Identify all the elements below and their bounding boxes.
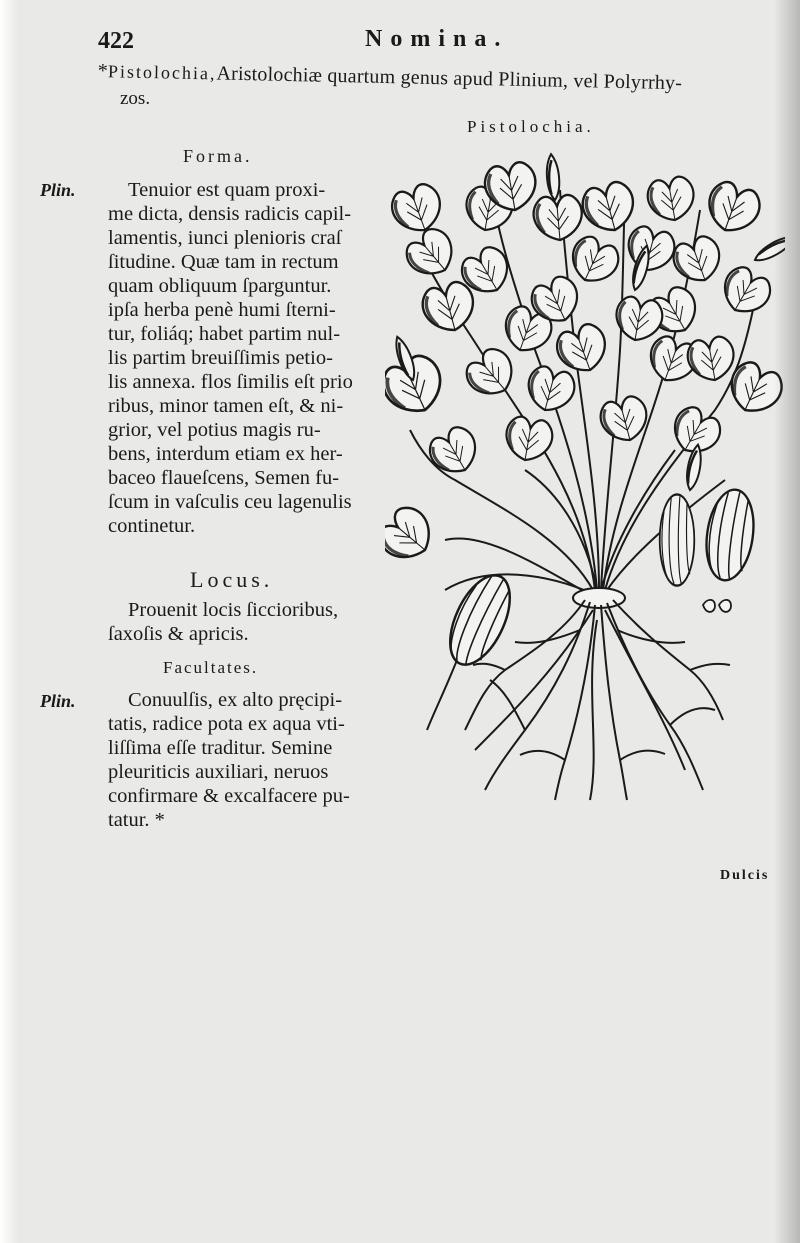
headline-term: Pistolochia, (107, 61, 217, 84)
text-line: ribus, minor tamen eſt, & ni- (108, 395, 344, 417)
section-heading-facultates: Facultates. (163, 658, 259, 677)
text-line: Prouenit locis ſiccioribus, (128, 599, 339, 621)
margin-note-plin-facultates: Plin. (40, 691, 76, 711)
forma-paragraph (108, 178, 353, 538)
pistolochia-woodcut-illustration (385, 150, 785, 810)
text-line: tatis, radice pota ex aqua vti- (108, 713, 345, 735)
text-line: baceo flaueſcens, Semen fu- (108, 467, 340, 489)
text-line: ſitudine. Quæ tam in rectum (108, 251, 339, 273)
headline-definition: Aristolochiæ quartum genus apud Plinium, vel Polyrrhy- (216, 62, 683, 95)
text-line: tatur. * (108, 809, 165, 831)
text-line: pleuriticis auxiliari, neruos (108, 761, 329, 783)
entry-headline (98, 60, 683, 95)
text-line: Conuulſis, ex alto pręcipi- (128, 689, 343, 711)
text-line: Tenuior est quam proxi- (128, 179, 326, 201)
running-head: Nomina. (365, 26, 509, 52)
facultates-paragraph (108, 688, 350, 832)
text-line: me dicta, densis radicis capil- (108, 203, 352, 225)
section-heading-forma: Forma. (183, 146, 253, 166)
plate-caption: Pistolochia. (467, 117, 595, 136)
text-line: continetur. (108, 515, 196, 537)
text-line: bens, interdum etiam ex her- (108, 443, 343, 465)
text-line: lis annexa. flos ſimilis eſt prio (108, 371, 353, 393)
locus-paragraph (108, 598, 338, 646)
text-line: ſaxoſis & apricis. (108, 623, 249, 645)
headline-continuation: zos. (120, 88, 151, 109)
text-line: confirmare & excalfacere pu- (108, 785, 350, 807)
text-line: lis partim breuiſſimis petio- (108, 347, 333, 369)
text-line: ipſa herba penè humi ſterni- (108, 299, 336, 321)
text-line: grior, vel potius magis ru- (108, 419, 321, 441)
headline-asterisk: * (97, 60, 109, 83)
catchword: Dulcis (720, 868, 770, 883)
text-line: lamentis, iunci plenioris craſ (108, 227, 342, 249)
margin-note-plin-forma: Plin. (40, 180, 76, 200)
text-line: tur, foliáq; habet partim nul- (108, 323, 341, 345)
section-heading-locus: Locus. (190, 567, 274, 592)
page-number: 422 (98, 28, 134, 54)
text-line: ſcum in vaſculis ceu lagenulis (108, 491, 352, 513)
text-line: liſſima eſſe traditur. Semine (108, 737, 333, 759)
text-line: quam obliquum ſparguntur. (108, 275, 332, 297)
